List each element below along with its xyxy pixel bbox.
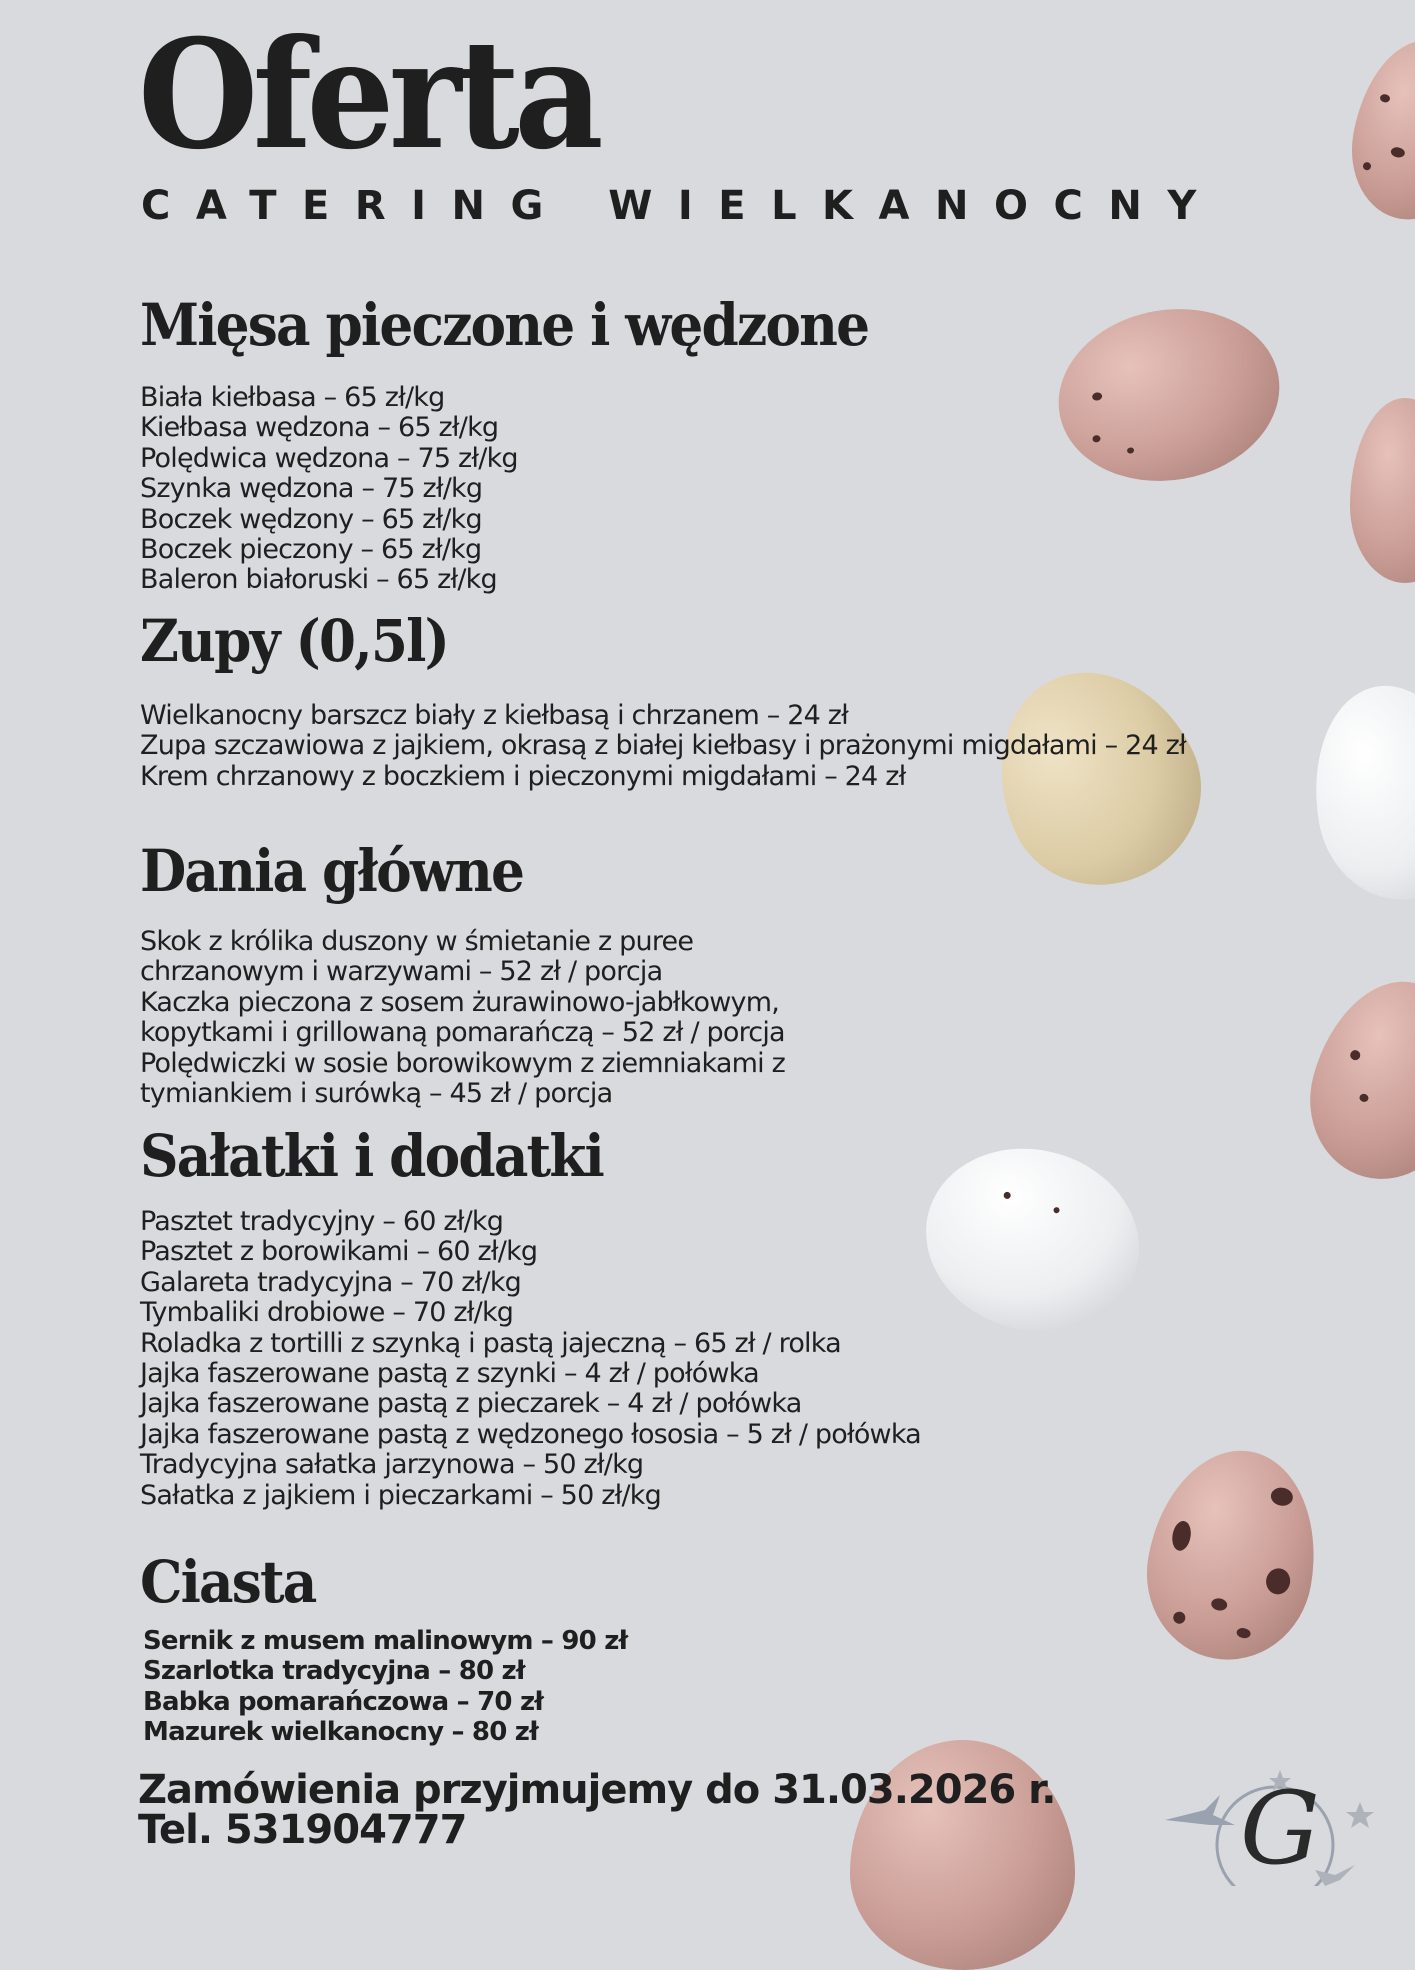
footer — [138, 1767, 1056, 1853]
cakes-list — [143, 1626, 627, 1748]
list-item: Galareta tradycyjna – 70 zł/kg — [140, 1266, 522, 1298]
list-item: Skok z królika duszony w śmietanie z puree — [140, 926, 694, 957]
egg-image — [1045, 292, 1293, 498]
list-item: Szynka wędzona – 75 zł/kg — [140, 473, 483, 505]
list-item: tymiankiem i surówką – 45 zł / porcja — [140, 1078, 613, 1110]
list-item: Mazurek wielkanocny – 80 zł — [143, 1717, 538, 1748]
list-item: Krem chrzanowy z boczkiem i pieczonymi migdałami – 24 zł — [140, 760, 906, 792]
list-item: Jajka faszerowane pastą z pieczarek – 4 zł / połówka — [140, 1388, 802, 1420]
section-heading-meats: Mięsa pieczone i wędzone — [140, 291, 869, 359]
egg-image — [1340, 31, 1415, 229]
list-item: Boczek wędzony – 65 zł/kg — [140, 503, 482, 535]
list-item: Biała kiełbasa – 65 zł/kg — [140, 382, 445, 413]
section-heading-cakes: Ciasta — [140, 1548, 316, 1616]
soups-list — [140, 701, 1186, 792]
list-item: Polędwica wędzona – 75 zł/kg — [140, 442, 518, 474]
list-item: Jajka faszerowane pastą z wędzonego łososia – 5 zł / połówka — [140, 1418, 921, 1450]
list-item: Sernik z musem malinowym – 90 zł — [143, 1626, 628, 1656]
section-heading-soups: Zupy (0,5l) — [140, 607, 448, 675]
section-heading-salads: Sałatki i dodatki — [140, 1122, 603, 1190]
list-item: Baleron białoruski – 65 zł/kg — [140, 564, 497, 596]
list-item: chrzanowym i warzywami – 52 zł / porcja — [140, 956, 663, 988]
list-item: Jajka faszerowane pastą z szynki – 4 zł / połówka — [140, 1358, 759, 1390]
list-item: Kiełbasa wędzona – 65 zł/kg — [140, 412, 499, 444]
logo-letter: G — [1240, 1770, 1320, 1887]
section-heading-main-dishes: Dania główne — [140, 837, 524, 905]
list-item: Babka pomarańczowa – 70 zł — [143, 1686, 544, 1717]
list-item: Tradycyjna sałatka jarzynowa – 50 zł/kg — [140, 1449, 644, 1481]
list-item: Wielkanocny barszcz biały z kiełbasą i chrzanem – 24 zł — [140, 700, 849, 731]
list-item: Kaczka pieczona z sosem żurawinowo-jabłkowym, — [140, 986, 780, 1018]
salads-list — [140, 1207, 921, 1511]
egg-image — [1292, 964, 1415, 1196]
main-dishes-list — [140, 927, 785, 1109]
list-item: Pasztet z borowikami – 60 zł/kg — [140, 1236, 538, 1268]
page-title: Oferta — [138, 7, 599, 183]
list-item: Tymbaliki drobiowe – 70 zł/kg — [140, 1297, 514, 1329]
list-item: Zupa szczawiowa z jajkiem, okrasą z białej kiełbasy i prażonymi migdałami – 24 zł — [140, 730, 1186, 762]
meats-list — [140, 383, 518, 596]
order-deadline: Zamówienia przyjmujemy do 31.03.2026 r. — [138, 1767, 1056, 1813]
list-item: Szarlotka tradycyjna – 80 zł — [143, 1656, 525, 1687]
list-item: Boczek pieczony – 65 zł/kg — [140, 534, 482, 566]
list-item: Roladka z tortilli z szynką i pastą jajeczną – 65 zł / rolka — [140, 1327, 841, 1359]
list-item: kopytkami i grillowaną pomarańczą – 52 zł / porcja — [140, 1017, 785, 1049]
egg-image — [905, 1125, 1159, 1355]
list-item: Pasztet tradycyjny – 60 zł/kg — [140, 1206, 504, 1237]
page-subtitle: CATERING WIELKANOCNY — [141, 183, 1222, 229]
egg-image — [1350, 398, 1415, 583]
phone-number[interactable]: Tel. 531904777 — [138, 1807, 467, 1853]
list-item: Polędwiczki w sosie borowikowym z ziemniakami z — [140, 1047, 785, 1079]
logo — [1165, 1770, 1375, 1886]
egg-image — [1298, 673, 1415, 913]
list-item: Sałatka z jajkiem i pieczarkami – 50 zł/kg — [140, 1479, 661, 1511]
egg-image — [1133, 1437, 1332, 1672]
